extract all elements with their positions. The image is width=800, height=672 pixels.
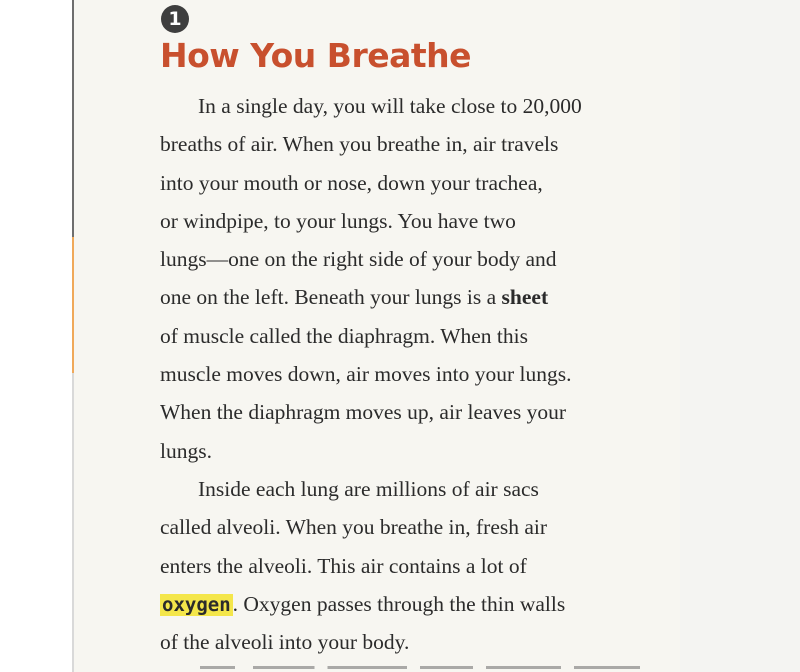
- paragraph-2-line-4-text: . Oxygen passes through the thin walls: [232, 591, 566, 616]
- highlighted-term-oxygen[interactable]: oxygen: [162, 593, 231, 616]
- paragraph-1-line-4: or windpipe, to your lungs. You have two: [160, 208, 516, 233]
- page-margin: [0, 0, 72, 672]
- page-right-margin: [680, 0, 800, 672]
- bold-term-sheet: sheet: [501, 285, 549, 310]
- section-number-badge: 1: [161, 5, 189, 33]
- paragraph-1-line-2: breaths of air. When you breathe in, air travels: [160, 132, 559, 157]
- paragraph-1-line-5: lungs—one on the right side of your body and: [160, 247, 557, 272]
- paragraph-1-line-7: of muscle called the diaphragm. When this: [160, 323, 528, 348]
- margin-rule-orange: [72, 237, 74, 373]
- paragraph-1-line-10: lungs.: [160, 438, 212, 463]
- paragraph-1-line-1: In a single day, you will take close to 20,000: [198, 94, 582, 118]
- paragraph-1-line-8: muscle moves down, air moves into your lungs.: [160, 362, 572, 387]
- paragraph-2-line-4: [160, 585, 680, 623]
- paragraph-2-line-1: Inside each lung are millions of air sacs: [198, 476, 539, 501]
- body-text: [160, 87, 680, 661]
- paragraph-2-line-2: called alveoli. When you breathe in, fresh air: [160, 515, 548, 540]
- cut-off-text-line: [200, 662, 640, 672]
- section-title: How You Breathe: [160, 36, 472, 75]
- paragraph-2-line-3: enters the alveoli. This air contains a lot of: [160, 553, 527, 578]
- paragraph-1-line-6: [160, 278, 680, 316]
- paragraph-1-line-3: into your mouth or nose, down your trachea,: [160, 170, 543, 195]
- paragraph-1-line-9: When the diaphragm moves up, air leaves your: [160, 400, 566, 425]
- margin-rule-light: [72, 373, 74, 672]
- paragraph-2-line-5: of the alveoli into your body.: [160, 630, 410, 655]
- margin-rule-dark: [72, 0, 74, 237]
- paragraph-1-line-6-text: one on the left. Beneath your lungs is a: [160, 285, 502, 310]
